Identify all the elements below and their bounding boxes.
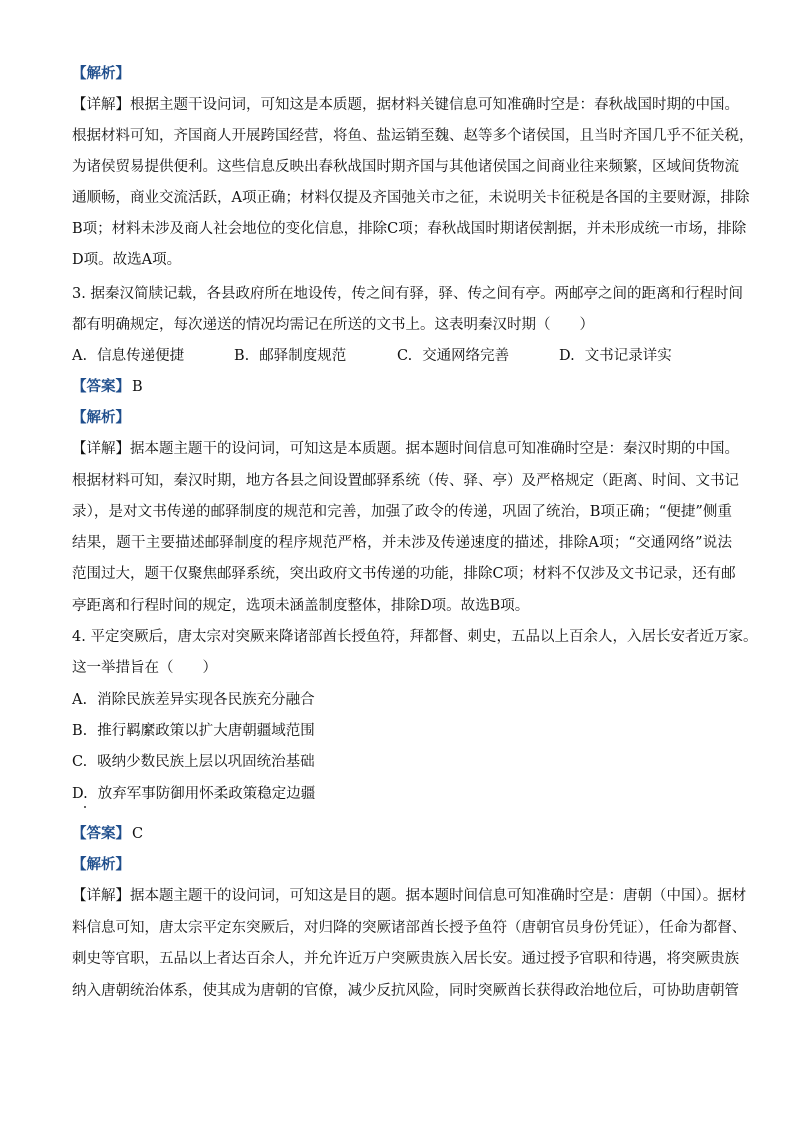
analysis-line: B项；材料未涉及商人社会地位的变化信息，排除C项；春秋战国时期诸侯割据，并未形成统一市场，排除: [72, 221, 747, 237]
analysis-label: 【解析】: [72, 856, 130, 873]
question-4-stem: 这一举措旨在（ ）: [72, 660, 217, 676]
analysis-line: 【详解】据本题主题干的设问词，可知这是目的题。据本题时间信息可知准确时空是：唐朝（中国）。据材: [72, 888, 747, 904]
answer-value: C: [132, 826, 144, 842]
analysis-line: 根据材料可知，齐国商人开展跨国经营，将鱼、盐运销至魏、赵等多个诸侯国，且当时齐国几乎不征关税，: [72, 128, 754, 144]
analysis-line: 范围过大，题干仅聚焦邮驿系统，突出政府文书传递的功能，排除C项；材料不仅涉及文书记录，还有邮: [72, 566, 736, 582]
question-3-stem: 都有明确规定，每次递送的情况均需记在所送的文书上。这表明秦汉时期（ ）: [72, 317, 594, 333]
analysis-line: 【详解】根据主题干设问词，可知这是本质题，据材料关键信息可知准确时空是：春秋战国时期的中国。: [72, 97, 739, 113]
analysis-line: D项。故选A项。: [72, 252, 182, 268]
analysis-line: 【详解】据本题主题干的设问词，可知这是本质题。据本题时间信息可知准确时空是：秦汉时期的中国。: [72, 441, 739, 457]
analysis-line: 纳入唐朝统治体系，使其成为唐朝的官僚，减少反抗风险，同时突厥酋长获得政治地位后，可协助唐朝管: [72, 983, 739, 999]
analysis-line: 通顺畅，商业交流活跃，A项正确；材料仅提及齐国弛关市之征，未说明关卡征税是各国的主要财源，排除: [72, 190, 750, 206]
analysis-label: 【解析】: [72, 409, 130, 426]
analysis-line: 刺史等官职，五品以上者达百余人，并允许近万户突厥贵族入居长安。通过授予官职和待遇，将突厥贵族: [72, 951, 739, 967]
analysis-label: 【解析】: [72, 65, 130, 82]
option-d[interactable]: D. 文书记录详实: [559, 348, 672, 364]
option-b[interactable]: B. 推行羁縻政策以扩大唐朝疆域范围: [72, 723, 315, 739]
question-4-stem: 4. 平定突厥后，唐太宗对突厥来降诸部酋长授鱼符，拜都督、刺史，五品以上百余人，入居长安者近万家。: [72, 629, 758, 645]
option-c[interactable]: C. 吸纳少数民族上层以巩固统治基础: [72, 754, 315, 770]
analysis-line: 为诸侯贸易提供便利。这些信息反映出春秋战国时期齐国与其他诸侯国之间商业往来频繁，区域间货物流: [72, 159, 739, 175]
analysis-line: 亭距离和行程时间的规定，选项未涵盖制度整体，排除D项。故选B项。: [72, 598, 530, 614]
answer-value: B: [132, 379, 143, 395]
option-a[interactable]: A. 信息传递便捷: [72, 348, 185, 364]
option-b[interactable]: B. 邮驿制度规范: [234, 348, 347, 364]
analysis-line: 结果，题干主要描述邮驿制度的程序规范严格，并未涉及传递速度的描述，排除A项；“交通网络”说法: [72, 535, 732, 551]
option-a[interactable]: A. 消除民族差异实现各民族充分融合: [72, 692, 315, 708]
analysis-line: 料信息可知，唐太宗平定东突厥后，对归降的突厥诸部酋长授予鱼符（唐朝官员身份凭证），任命为都督、: [72, 920, 747, 936]
answer-label: 【答案】 B: [72, 378, 143, 395]
analysis-line: 录），是对文书传递的邮驿制度的规范和完善，加强了政令的传递，巩固了统治，B项正确；“便捷”侧重: [72, 504, 732, 520]
question-3-stem: 3. 据秦汉简牍记载，各县政府所在地设传，传之间有驿，驿、传之间有亭。两邮亭之间的距离和行程时间: [72, 286, 743, 302]
stray-dot: [84, 806, 86, 808]
option-d[interactable]: D. 放弃军事防御用怀柔政策稳定边疆: [72, 786, 316, 802]
analysis-line: 根据材料可知，秦汉时期，地方各县之间设置邮驿系统（传、驿、亭）及严格规定（距离、时间、文书记: [72, 473, 739, 489]
option-c[interactable]: C. 交通网络完善: [397, 348, 510, 364]
answer-label: 【答案】 C: [72, 825, 144, 842]
